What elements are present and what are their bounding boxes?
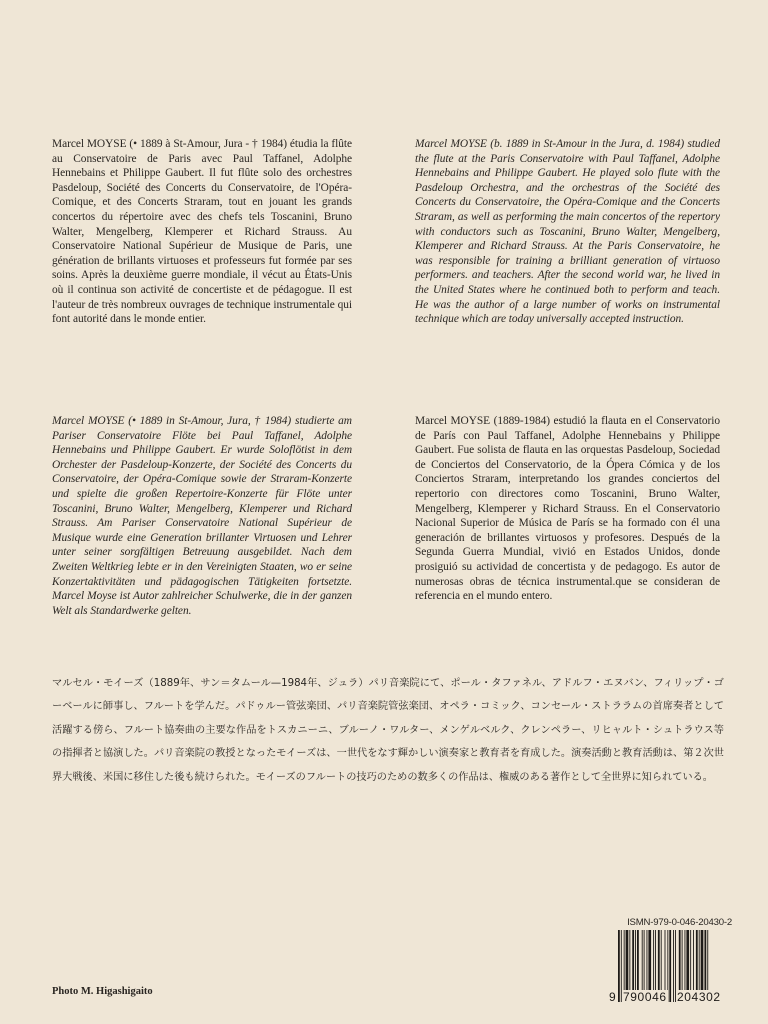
barcode-digit-first: 9: [609, 990, 616, 1004]
barcode-digits-left: 790046: [623, 990, 667, 1004]
biography-english: Marcel MOYSE (b. 1889 in St-Amour in the Jura, d. 1984) studied the flute at the Paris Conservatoire with Paul Taffanel, Adolphe Hennebains and Philippe Gaubert. He played solo flute with the Pasdeloup Orchestra, and the orchestras of the Société des Concerts du Conservatoire, the Opéra-Comique and the Concerts Straram, as well as performing the main concertos of the repertory with conductors such as Toscanini, Bruno Walter, Mengelberg, Klemperer and Richard Strauss. At the Paris Conservatoire, he was responsible for training a brilliant generation of virtuoso performers. and teachers. After the second world war, he lived in the United States where he continued both to perform and teach. He was the author of a large number of works on instrumental technique which are today universally accepted instruction.: [415, 138, 720, 326]
photo-credit: Photo M. Higashigaito: [52, 986, 153, 997]
biography-french: Marcel MOYSE (• 1889 à St-Amour, Jura - † 1984) étudia la flûte au Conservatoire de Paris avec Paul Taffanel, Adolphe Hennebains et Philippe Gaubert. Il fut flûte solo des orchestres Pasdeloup, Société des Concerts du Conservatoire, de l'Opéra-Comique, et des Concerts Straram, tout en jouant les grands concertos du répertoire avec des chefs tels Toscanini, Bruno Walter, Mengelberg, Klemperer et Richard Strauss. Au Conservatoire National Supérieur de Musique de Paris, une génération de brillants virtuoses et professeurs fut formée par ses soins. Après la deuxième guerre mondiale, il vécut au États-Unis où il continua son activité de concertiste et de pédagogue. Il est l'auteur de très nombreux ouvrages de technique instrumentale qui font autorité dans le monde entier.: [52, 138, 352, 326]
biography-japanese: マルセル・モイーズ（1889年、サン＝タムール—1984年、ジュラ）パリ音楽院にて、ポール・タファネル、アドルフ・エヌバン、フィリップ・ゴーベールに師事し、フルートを学んだ。パドゥルー管弦楽団、パリ音楽院管弦楽団、オペラ・コミック、コンセール・ストララムの首席奏者として活躍する傍ら、フルート協奏曲の主要な作品をトスカニーニ、ブルーノ・ワルター、メンゲルベルク、クレンペラー、リヒャルト・シュトラウス等の指揮者と協演した。パリ音楽院の教授となったモイーズは、一世代をなす輝かしい演奏家と教育者を育成した。演奏活動と教育活動は、第２次世界大戦後、米国に移住した後も続けられた。モイーズのフルートの技巧のための数多くの作品は、権威のある著作として全世界に知られている。: [52, 678, 724, 783]
barcode-digits: [608, 990, 732, 1004]
biography-spanish: Marcel MOYSE (1889-1984) estudió la flauta en el Conservatorio de París con Paul Taffanel, Adolphe Hennebains y Philippe Gaubert. Fue solista de flauta en las orquestas Pasdeloup, Sociedad de Conciertos del Conservatorio, de la Ópera Cómica y de los Conciertos Straram, interpretando los grandes conciertos del repertorio con directores como Toscanini, Bruno Walter, Mengelberg, Klemperer y Richard Strauss. En el Conservatorio Nacional Superior de Música de París se ha formado con él una generación de brillantes virtuosos y profesores. Después de la Segunda Guerra Mundial, vivió en Estados Unidos, donde prosiguió su actividad de concertista y de pedagogo. Es autor de numerosas obras de técnica instrumental.que se consideran de referencia en el mundo entero.: [415, 415, 720, 603]
biography-german: Marcel MOYSE (• 1889 in St-Amour, Jura, † 1984) studierte am Pariser Conservatoire Flöte bei Paul Taffanel, Adolphe Hennebains und Philippe Gaubert. Er wurde Soloflötist in dem Orchester der Pasdeloup-Konzerte, der Société des Concerts du Conservatoire, der Opéra-Comique sowie der Straram-Konzerte und spielte die großen Repertoire-Konzerte für Flöte unter Toscanini, Bruno Walter, Mengelberg, Klemperer und Richard Strauss. Am Pariser Conservatoire National Supérieur de Musique wurde eine Generation brillanter Virtuosen und Lehrer unter seiner sorgfältigen Betreuung ausgebildet. Nach dem Zweiten Weltkrieg lebte er in den Vereinigten Staaten, wo er seine Konzertaktivitäten und pädagogischen Tätigkeiten fortsetzte. Marcel Moyse ist Autor zahlreicher Schulwerke, die in der ganzen Welt als Standardwerke gelten.: [52, 415, 352, 617]
barcode-digits-right: 204302: [677, 990, 721, 1004]
ismn-number: ISMN-979-0-046-20430-2: [627, 917, 732, 928]
